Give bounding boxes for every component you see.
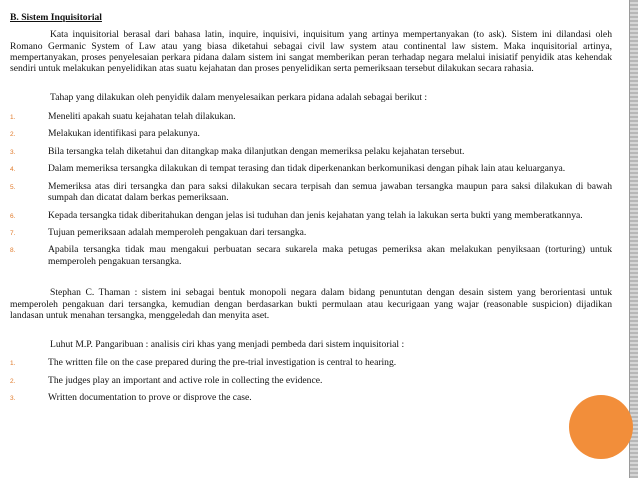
list-number: 6. (10, 212, 16, 220)
list-text: The judges play an important and active role in collecting the evidence. (48, 374, 323, 386)
list-text: Meneliti apakah suatu kejahatan telah dilakukan. (48, 110, 236, 122)
list-item (10, 146, 612, 157)
list-number: 3. (10, 148, 16, 156)
list-text: Kepada tersangka tidak diberitahukan dengan jelas isi tuduhan dan jenis kejahatan yang telah ia lakukan serta bukti yang memberatkannya. (48, 209, 583, 221)
list-number: 5. (10, 183, 16, 191)
list-item (10, 244, 612, 267)
list-text: Apabila tersangka tidak mau mengakui perbuatan secara sukarela maka petugas pemeriksa akan melakukan penyiksaan (torturing) untuk memperoleh pengakuan tersangka. (48, 244, 612, 267)
list-item (10, 111, 612, 122)
list-number: 1. (10, 360, 16, 368)
list-item (10, 375, 612, 386)
list-item (10, 163, 612, 174)
list-number: 2. (10, 377, 16, 385)
slide-title: B. Sistem Inquisitorial (10, 12, 102, 23)
thaman-paragraph: Stephan C. Thaman : sistem ini sebagai bentuk monopoli negara dalam bidang penuntutan dengan desain sistem yang berorientasi untuk memperoleh pengakuan dari tersangka, kemudian dengan berdasarkan bukti permulaan atau kecurigaan yang wajar (reasonable suspicion) dijadikan landasan untuk menahan tersangka, menggeledah dan menyita aset. (10, 287, 612, 321)
slide-content (10, 6, 612, 410)
list-item (10, 392, 612, 403)
steps-intro: Tahap yang dilakukan oleh penyidik dalam menyelesaikan perkara pidana adalah sebagai berikut : (50, 92, 428, 104)
list-text: Dalam memeriksa tersangka dilakukan di tempat terasing dan tidak diperkenankan berkomunikasi dengan pihak lain atau keluarganya. (48, 163, 566, 175)
features-list (10, 357, 612, 403)
list-text: The written file on the case prepared during the pre-trial investigation is central to hearing. (48, 357, 397, 369)
right-border-decoration (630, 0, 638, 478)
list-item (10, 128, 612, 139)
list-text: Memeriksa atas diri tersangka dan para saksi dilakukan secara terpisah dan semua jawaban tersangka maupun para saksi dilakukan di bawah sumpah dan dicatat dalam berkas pemeriksaan. (48, 180, 612, 204)
list-item (10, 210, 612, 221)
intro-paragraph: Kata inquisitorial berasal dari bahasa latin, inquire, inquisivi, inquisitum yang artinya mempertanyakan (to ask). Sistem ini dilandasi oleh Romano Germanic System of Law atau yang biasa diketahui sebagai civil law system atau continental law sistem. Maka inquisitorial artinya, mempertanyakan, proses penyelesaian perkara pidana dalam sistem ini sangat memberikan peran terhadap negara melalui inisiatif penyidik atas kehendak sendiri untuk melakukan penyelidikan atas suatu kejahatan dan proses penyelidikan serta pemeriksaan tersebut dilakukan secara rahasia. (10, 29, 612, 75)
list-number: 3. (10, 395, 16, 403)
list-number: 2. (10, 131, 16, 139)
list-text: Written documentation to prove or disprove the case. (48, 392, 252, 404)
pangaribuan-intro: Luhut M.P. Pangaribuan : analisis ciri khas yang menjadi pembeda dari sistem inquisitorial : (50, 339, 405, 351)
list-text: Melakukan identifikasi para pelakunya. (48, 128, 200, 140)
list-number: 7. (10, 229, 16, 237)
list-text: Bila tersangka telah diketahui dan ditangkap maka dilanjutkan dengan memeriksa pelaku kejahatan tersebut. (48, 145, 465, 157)
list-item (10, 227, 612, 238)
list-number: 8. (10, 247, 16, 255)
list-number: 4. (10, 166, 16, 174)
list-number: 1. (10, 113, 16, 121)
list-text: Tujuan pemeriksaan adalah memperoleh pengakuan dari tersangka. (48, 226, 307, 238)
steps-list (10, 111, 612, 267)
list-item (10, 357, 612, 368)
list-item (10, 181, 612, 204)
